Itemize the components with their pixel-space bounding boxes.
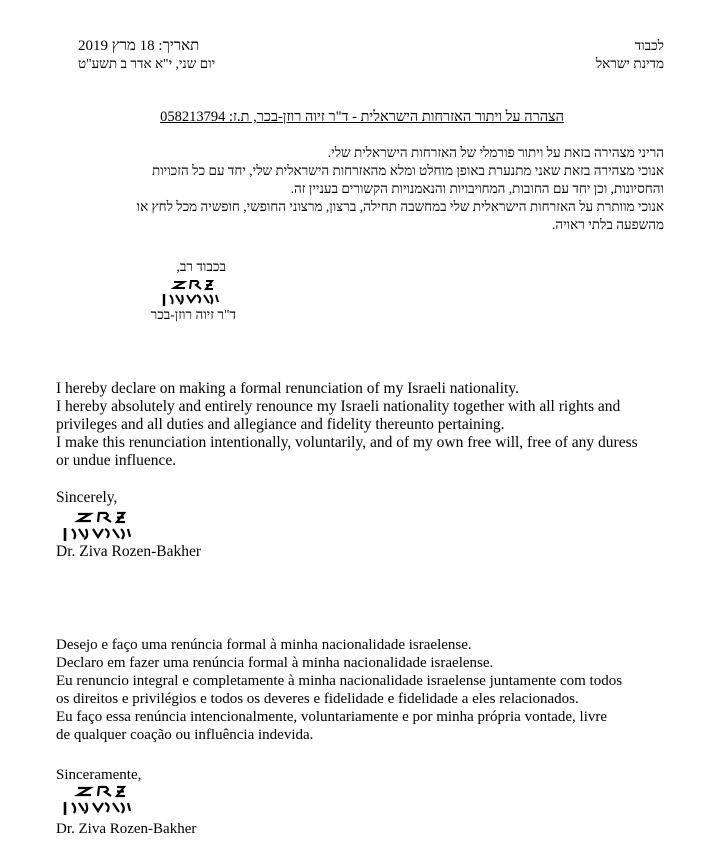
english-closing: Sincerely,: [56, 489, 118, 506]
english-body-line: or undue influence.: [56, 452, 177, 469]
date-hebrew: יום שני, י"א אדר ב תשע"ט: [78, 56, 216, 71]
english-body-line: I make this renunciation intentionally, voluntarily, and of my own free will, free of any duress: [56, 434, 638, 451]
portuguese-body-line: Desejo e faço uma renúncia formal à minha nacionalidade israelense.: [56, 637, 472, 653]
signature-hebrew: [160, 278, 222, 308]
hebrew-body-line: הריני מצהירה בזאת על ויתור פורמלי של האזרחות הישראלית שלי.: [327, 145, 664, 160]
portuguese-name: Dr. Ziva Rozen-Bakher: [56, 821, 197, 837]
english-body: [56, 380, 696, 470]
signature-portuguese: [60, 784, 140, 816]
english-body-line: I hereby declare on making a formal renunciation of my Israeli nationality.: [56, 380, 519, 397]
portuguese-body-line: os direitos e privilégios e todos os deveres e fidelidade e fidelidade a eles relacionados.: [56, 691, 579, 707]
portuguese-body: [56, 636, 696, 744]
date-block: [78, 37, 308, 73]
date-gregorian: תאריך: 18 מרץ 2019: [78, 38, 200, 54]
portuguese-body-line: Declaro em fazer uma renúncia formal à minha nacionalidade israelense.: [56, 655, 494, 671]
hebrew-title: הצהרה על ויתור האזרחות הישראלית - ד"ר זיוה רוזן-בכר, ת.ז: 058213794: [160, 109, 564, 125]
recipient-line-2: מדינת ישראל: [595, 56, 664, 71]
recipient-block: [464, 37, 664, 73]
hebrew-name: ד"ר זיוה רוזן-בכר: [150, 307, 236, 322]
portuguese-body-line: Eu renuncio integral e completamente à minha nacionalidade israelense juntamente com todos: [56, 673, 623, 689]
hebrew-body-line: אנוכי מצהירה בזאת שאני מתנערת באופן מוחלט ומלא מהאזרחות הישראלית שלי, יחד עם כל הזכויות: [151, 163, 664, 178]
hebrew-body-line: והחסיונות, וכן יחד עם החובות, המחויבויות והנאמנויות הקשורים בעניין זה.: [290, 181, 664, 196]
english-body-line: privileges and all duties and allegiance and fidelity thereunto pertaining.: [56, 416, 505, 433]
hebrew-body-line: אנוכי מוותרת על האזרחות הישראלית שלי במחשבה תחילה, ברצון, מרצוני החופשי, חופשיה מכל לחץ או: [136, 199, 664, 214]
hebrew-body-line: מהשפעה בלתי ראויה.: [551, 217, 664, 232]
portuguese-body-line: Eu faço essa renúncia intencionalmente, voluntariamente e por minha própria vontade, livre: [56, 709, 608, 725]
english-body-line: I hereby absolutely and entirely renounce my Israeli nationality together with all rights and: [56, 398, 621, 415]
hebrew-body: [44, 144, 664, 234]
recipient-line-1: לכבוד: [634, 38, 664, 53]
portuguese-body-line: de qualquer coação ou influência indevida.: [56, 727, 314, 743]
portuguese-closing: Sinceramente,: [56, 767, 142, 783]
english-name: Dr. Ziva Rozen-Bakher: [56, 543, 202, 560]
signature-english: [60, 510, 140, 542]
hebrew-closing: בכבוד רב,: [176, 259, 226, 274]
